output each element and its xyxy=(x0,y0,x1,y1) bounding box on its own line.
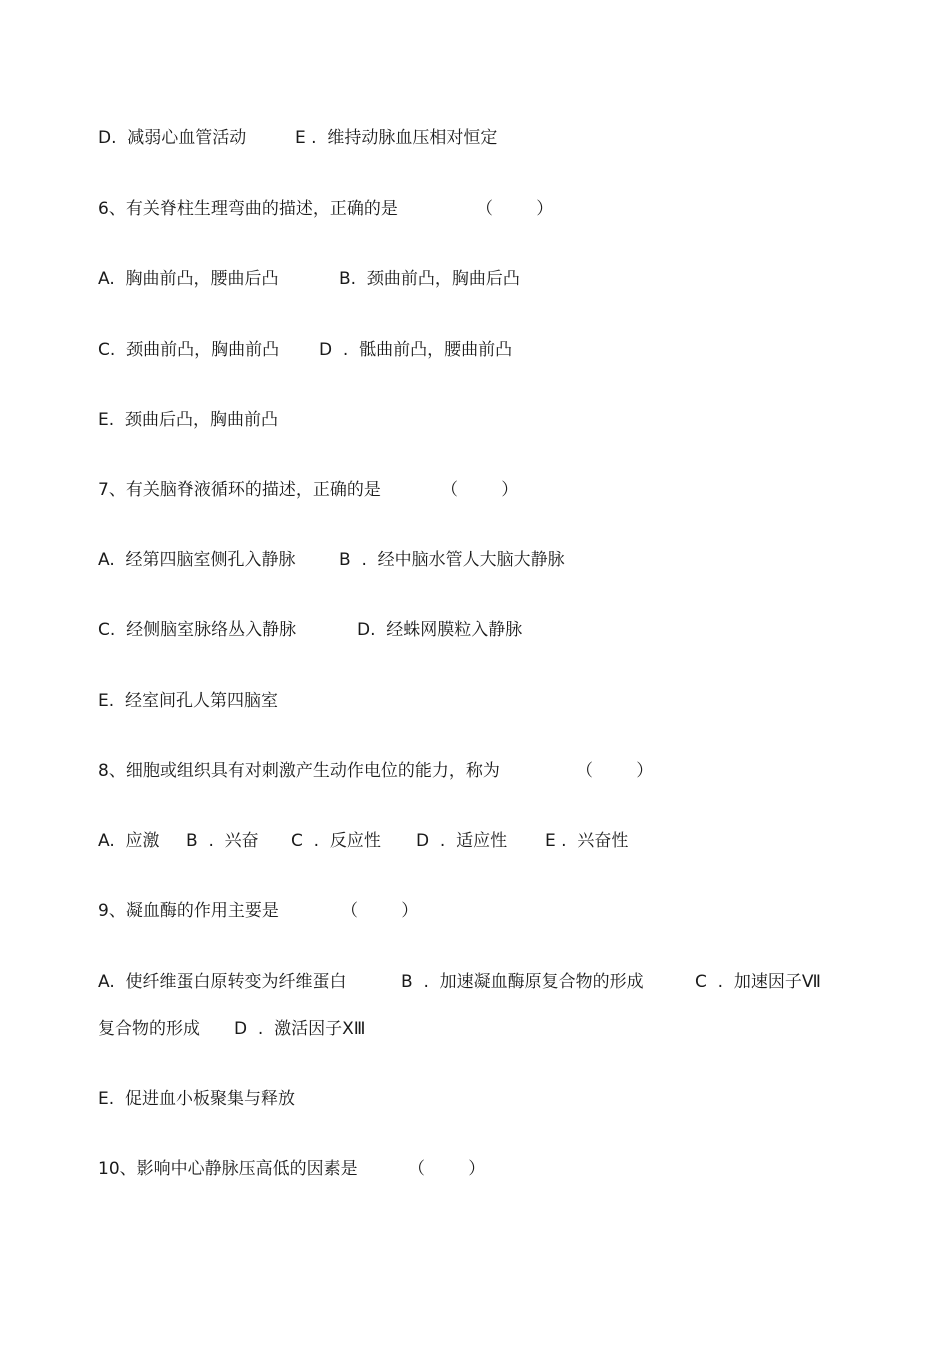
question-text: 8、细胞或组织具有对刺激产生动作电位的能力，称为 xyxy=(98,761,500,781)
option-c: C . 反应性 xyxy=(291,831,381,851)
answer-blank: （ ） xyxy=(576,761,654,781)
option-b: B . 兴奋 xyxy=(186,831,259,851)
option-a: A. 经第四脑室侧孔入静脉 xyxy=(98,550,296,570)
option-b: B . 经中脑水管人大脑大静脉 xyxy=(339,550,565,570)
option-line xyxy=(98,970,821,994)
option-line xyxy=(98,408,278,432)
question-8 xyxy=(98,759,654,783)
option-line xyxy=(98,689,278,713)
option-b: B . 加速凝血酶原复合物的形成 xyxy=(401,972,644,992)
question-6 xyxy=(98,197,554,221)
option-d: D . 骶曲前凸，腰曲前凸 xyxy=(319,340,513,360)
option-a: A. 胸曲前凸，腰曲后凸 xyxy=(98,269,279,289)
option-d: D. 经蛛网膜粒入静脉 xyxy=(357,620,523,640)
question-text: 7、有关脑脊液循环的描述，正确的是 xyxy=(98,480,381,500)
option-e: E . 维持动脉血压相对恒定 xyxy=(295,128,498,148)
answer-blank: （ ） xyxy=(441,480,519,500)
option-e: E. 促进血小板聚集与释放 xyxy=(98,1089,295,1109)
option-a: A. 应激 xyxy=(98,831,160,851)
option-line xyxy=(98,1087,295,1111)
option-d: D . 适应性 xyxy=(416,831,508,851)
option-b: B. 颈曲前凸，胸曲后凸 xyxy=(339,269,520,289)
option-line xyxy=(98,126,498,150)
option-c: C. 颈曲前凸，胸曲前凸 xyxy=(98,340,280,360)
option-line xyxy=(98,548,565,572)
option-line xyxy=(98,829,629,853)
option-line xyxy=(98,267,520,291)
question-text: 10、影响中心静脉压高低的因素是 xyxy=(98,1159,358,1179)
question-10 xyxy=(98,1157,486,1181)
option-d: D . 激活因子ⅩⅢ xyxy=(234,1019,366,1039)
option-line xyxy=(98,618,523,642)
option-e: E. 经室间孔人第四脑室 xyxy=(98,691,278,711)
option-line-continued xyxy=(98,1017,366,1041)
option-a: A. 使纤维蛋白原转变为纤维蛋白 xyxy=(98,972,347,992)
continued-text: 复合物的形成 xyxy=(98,1019,200,1039)
option-d: D. 减弱心血管活动 xyxy=(98,128,247,148)
answer-blank: （ ） xyxy=(408,1159,486,1179)
question-text: 6、有关脊柱生理弯曲的描述，正确的是 xyxy=(98,199,398,219)
question-9 xyxy=(98,899,419,923)
option-e: E . 兴奋性 xyxy=(545,831,629,851)
answer-blank: （ ） xyxy=(341,901,419,921)
answer-blank: （ ） xyxy=(476,199,554,219)
question-text: 9、凝血酶的作用主要是 xyxy=(98,901,279,921)
option-e: E. 颈曲后凸，胸曲前凸 xyxy=(98,410,278,430)
option-c: C . 加速因子Ⅶ xyxy=(695,972,821,992)
option-line xyxy=(98,338,513,362)
question-7 xyxy=(98,478,519,502)
option-c: C. 经侧脑室脉络丛入静脉 xyxy=(98,620,297,640)
